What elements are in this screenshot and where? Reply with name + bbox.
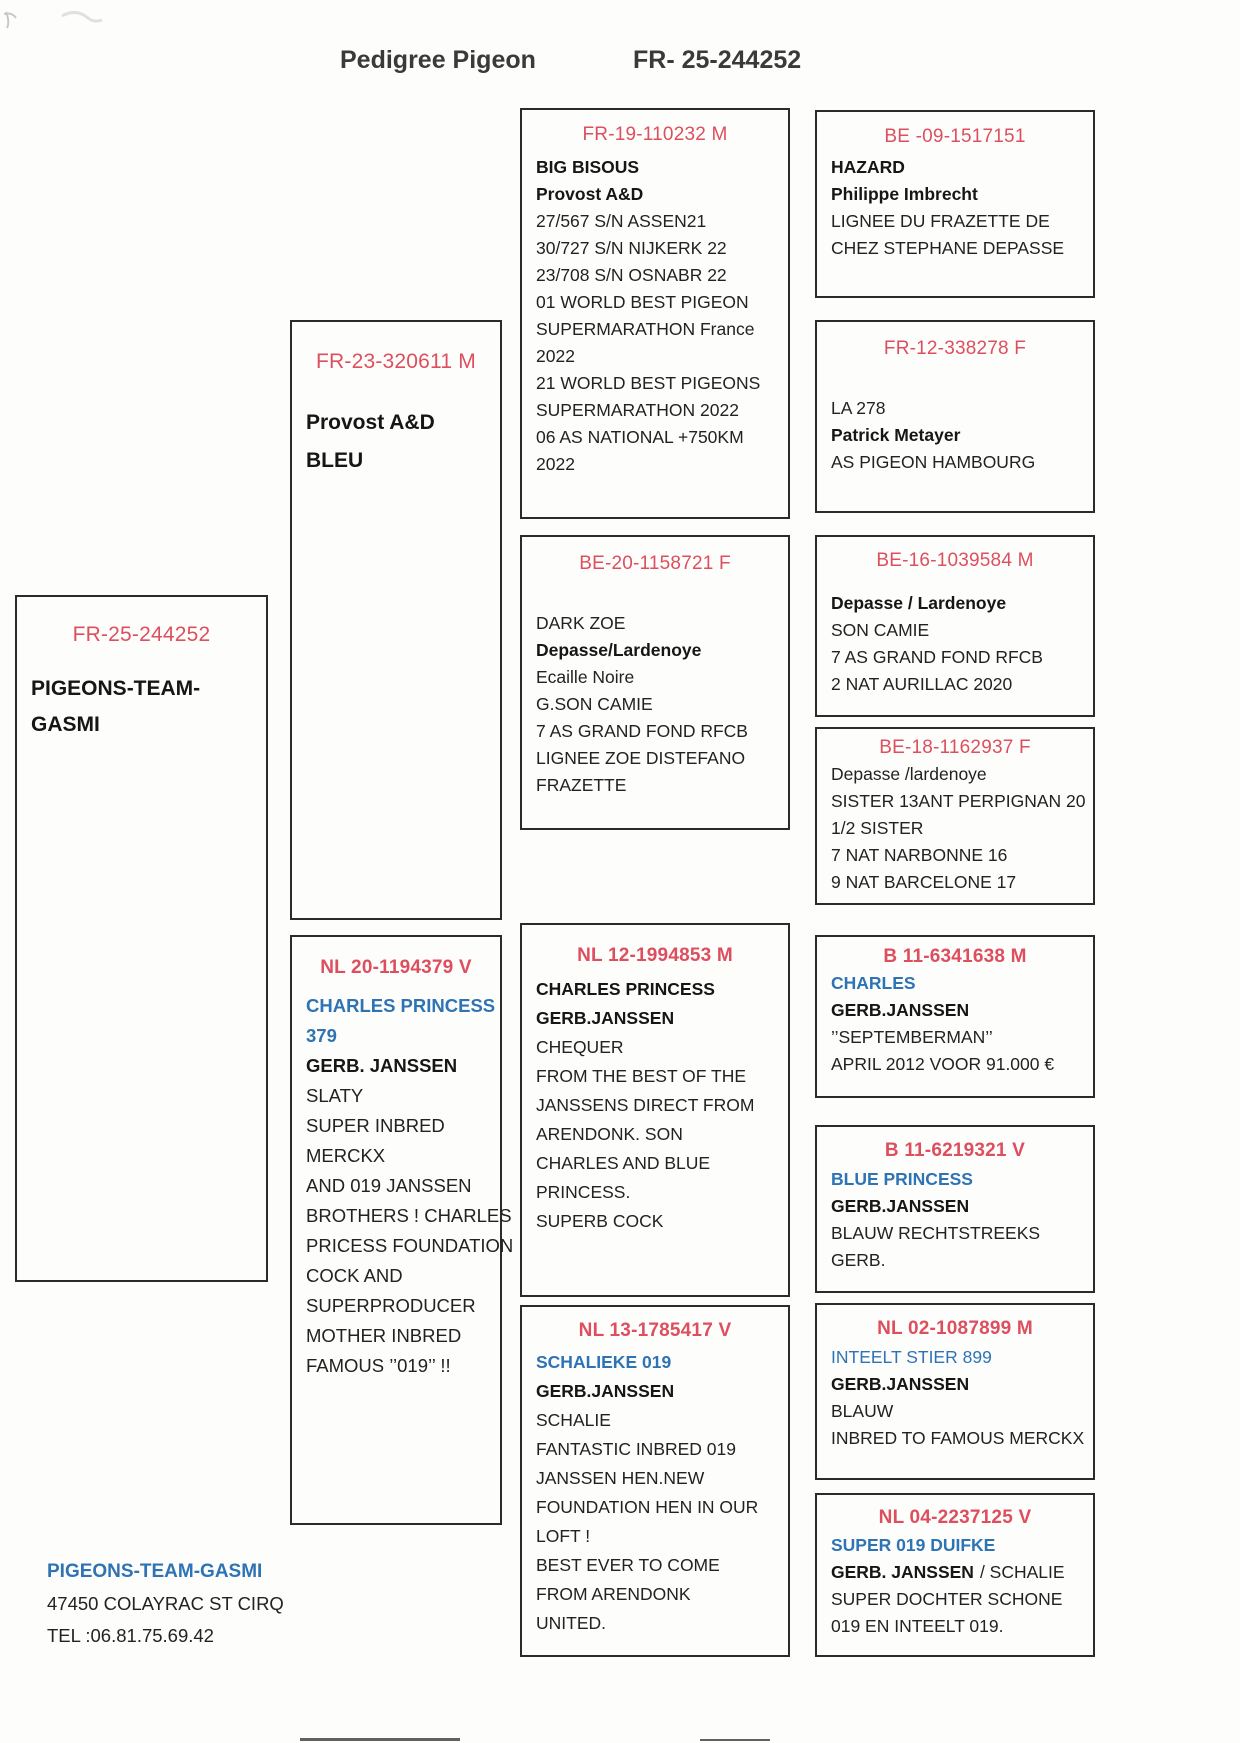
breeder-name-rest: / SCHALIE [979, 1562, 1065, 1582]
description-line: G.SON CAMIE [536, 694, 653, 714]
description-line: SCHALIE [536, 1410, 611, 1430]
breeder-name: Depasse/Lardenoye [536, 640, 702, 660]
pigeon-name: INTEELT STIER 899 [831, 1347, 992, 1367]
breeder-name: GERB.JANSSEN [831, 1196, 970, 1216]
pedigree-box-ggp-8 [815, 1493, 1095, 1657]
contact-block [47, 1556, 284, 1652]
pedigree-box-granddam-paternal [520, 535, 790, 830]
description-line: ARENDONK. SON [536, 1124, 683, 1144]
ring-number: FR-23-320611 M [316, 350, 476, 373]
description-line: 019 EN INTEELT 019. [831, 1616, 1004, 1636]
pedigree-box-ggp-2 [815, 320, 1095, 513]
pigeon-name: 379 [306, 1025, 337, 1046]
pedigree-box-granddam-maternal [520, 1305, 790, 1657]
page-title: Pedigree Pigeon [340, 46, 536, 74]
description-line: LIGNEE ZOE DISTEFANO [536, 748, 746, 768]
description-line: 2 NAT AURILLAC 2020 [831, 674, 1013, 694]
pigeon-name: BIG BISOUS [536, 157, 640, 177]
ring-number: BE-20-1158721 F [579, 553, 731, 574]
description-line: 7 NAT NARBONNE 16 [831, 845, 1008, 865]
breeder-name: Depasse /lardenoye [831, 764, 987, 784]
loft-name-line: PIGEONS-TEAM- [31, 677, 201, 700]
description-line: APRIL 2012 VOOR 91.000 € [831, 1054, 1055, 1074]
pigeon-name: BLUE PRINCESS [831, 1169, 973, 1189]
pigeon-name: SUPER 019 DUIFKE [831, 1535, 996, 1555]
scan-edge-artifact [700, 1739, 770, 1741]
description-line: SUPERB COCK [536, 1211, 664, 1231]
breeder-name: GERB.JANSSEN [536, 1381, 675, 1401]
description-line: FRAZETTE [536, 775, 627, 795]
page-title-ring-number: FR- 25-244252 [633, 46, 802, 74]
breeder-name: GERB.JANSSEN [536, 1008, 675, 1028]
pigeon-name: LA 278 [831, 398, 886, 418]
result-line: 2022 [536, 454, 575, 474]
pedigree-box-grandsire-paternal [520, 108, 790, 519]
result-line: 27/567 S/N ASSEN21 [536, 211, 707, 231]
ring-number: B 11-6219321 V [884, 1140, 1026, 1161]
description-line: 7 AS GRAND FOND RFCB [831, 647, 1043, 667]
ring-number: FR-12-338278 F [883, 338, 1027, 359]
contact-address: 47450 COLAYRAC ST CIRQ [47, 1593, 284, 1614]
description-line: INBRED TO FAMOUS MERCKX [831, 1428, 1085, 1448]
breeder-name: Provost A&D [536, 184, 644, 204]
result-line: 01 WORLD BEST PIGEON [536, 292, 749, 312]
pedigree-box-ggp-3 [815, 535, 1095, 717]
ring-number: BE -09-1517151 [884, 126, 1026, 147]
ring-number: NL 20-1194379 V [320, 957, 472, 978]
description-line: MERCKX [306, 1145, 386, 1166]
pedigree-box-ggp-5 [815, 935, 1095, 1098]
ring-number: B 11-6341638 M [883, 946, 1027, 967]
pedigree-box-subject [15, 595, 268, 1282]
description-line: SISTER 13ANT PERPIGNAN 20 [831, 791, 1086, 811]
pedigree-box-dam [290, 935, 514, 1525]
description-line: CHEQUER [536, 1037, 624, 1057]
description-line: SLATY [306, 1085, 364, 1106]
result-line: SUPERMARATHON 2022 [536, 400, 739, 420]
description-line: Ecaille Noire [536, 667, 635, 687]
description-line: SUPERPRODUCER [306, 1295, 476, 1316]
pigeon-color: BLEU [306, 449, 364, 472]
breeder-name: GERB.JANSSEN [831, 1000, 970, 1020]
description-line: LOFT ! [536, 1526, 591, 1546]
description-line: COCK AND [306, 1265, 403, 1286]
pigeon-name: CHARLES PRINCESS [536, 979, 715, 999]
page-header [0, 46, 1240, 82]
scan-squiggle-artifact [2, 2, 132, 42]
description-line: BEST EVER TO COME [536, 1555, 720, 1575]
ring-number: NL 02-1087899 M [877, 1318, 1033, 1339]
description-line: FROM ARENDONK [536, 1584, 691, 1604]
description-line: GERB. [831, 1250, 886, 1270]
result-line: 23/708 S/N OSNABR 22 [536, 265, 727, 285]
description-line: MOTHER INBRED [306, 1325, 462, 1346]
pedigree-box-ggp-1 [815, 110, 1095, 298]
description-line: JANSSENS DIRECT FROM [536, 1095, 755, 1115]
description-line: CHARLES AND BLUE [536, 1153, 711, 1173]
breeder-name: Depasse / Lardenoye [831, 593, 1007, 613]
description-line: BLAUW [831, 1401, 894, 1421]
pedigree-box-ggp-6 [815, 1125, 1095, 1293]
description-line: BLAUW RECHTSTREEKS [831, 1223, 1041, 1243]
description-line: FANTASTIC INBRED 019 [536, 1439, 737, 1459]
breeder-name: GERB. JANSSEN [306, 1055, 458, 1076]
ring-number: FR-25-244252 [72, 623, 211, 646]
description-line: 7 AS GRAND FOND RFCB [536, 721, 748, 741]
result-line: 21 WORLD BEST PIGEONS [536, 373, 761, 393]
description-line: AS PIGEON HAMBOURG [831, 452, 1036, 472]
ring-number: FR-19-110232 M [582, 124, 728, 145]
breeder-name [831, 1559, 1083, 1586]
ring-number: NL 13-1785417 V [578, 1320, 732, 1341]
contact-loft-name: PIGEONS-TEAM-GASMI [47, 1561, 263, 1582]
description-line: FAMOUS ’’019’’ !! [306, 1355, 451, 1376]
description-line: CHEZ STEPHANE DEPASSE [831, 238, 1065, 258]
pigeon-name: CHARLES [831, 973, 916, 993]
result-line: SUPERMARATHON France [536, 319, 755, 339]
breeder-name: Philippe Imbrecht [831, 184, 978, 204]
breeder-name: Provost A&D [306, 411, 435, 434]
ring-number: BE-18-1162937 F [879, 737, 1031, 758]
description-line: SUPER INBRED [306, 1115, 445, 1136]
pedigree-box-ggp-7 [815, 1303, 1095, 1480]
ring-number: BE-16-1039584 M [876, 550, 1034, 571]
result-line: 30/727 S/N NIJKERK 22 [536, 238, 727, 258]
pedigree-box-sire [290, 320, 502, 920]
breeder-name-bold: GERB. JANSSEN [831, 1562, 974, 1582]
pedigree-box-ggp-4 [815, 727, 1095, 905]
description-line: 9 NAT BARCELONE 17 [831, 872, 1017, 892]
description-line: SON CAMIE [831, 620, 930, 640]
pigeon-name: CHARLES PRINCESS [306, 995, 496, 1016]
description-line: PRINCESS. [536, 1182, 631, 1202]
scan-edge-artifact [300, 1738, 460, 1741]
pedigree-box-grandsire-maternal [520, 923, 790, 1297]
pigeon-name: DARK ZOE [536, 613, 626, 633]
description-line: AND 019 JANSSEN [306, 1175, 472, 1196]
description-line: PRICESS FOUNDATION [306, 1235, 514, 1256]
description-line: JANSSEN HEN.NEW [536, 1468, 705, 1488]
contact-phone: TEL :06.81.75.69.42 [47, 1625, 214, 1646]
description-line: FROM THE BEST OF THE [536, 1066, 747, 1086]
breeder-name: GERB.JANSSEN [831, 1374, 970, 1394]
loft-name-line: GASMI [31, 713, 100, 736]
description-line: ’’SEPTEMBERMAN’’ [831, 1027, 993, 1047]
ring-number: NL 04-2237125 V [878, 1507, 1032, 1528]
description-line: BROTHERS ! CHARLES [306, 1205, 512, 1226]
breeder-name: Patrick Metayer [831, 425, 961, 445]
description-line: UNITED. [536, 1613, 606, 1633]
description-line: SUPER DOCHTER SCHONE [831, 1589, 1063, 1609]
result-line: 06 AS NATIONAL +750KM [536, 427, 744, 447]
pigeon-name: HAZARD [831, 157, 905, 177]
ring-number: NL 12-1994853 M [577, 945, 733, 966]
description-line: LIGNEE DU FRAZETTE DE [831, 211, 1050, 231]
description-line: FOUNDATION HEN IN OUR [536, 1497, 759, 1517]
result-line: 2022 [536, 346, 575, 366]
description-line: 1/2 SISTER [831, 818, 924, 838]
pigeon-name: SCHALIEKE 019 [536, 1352, 672, 1372]
